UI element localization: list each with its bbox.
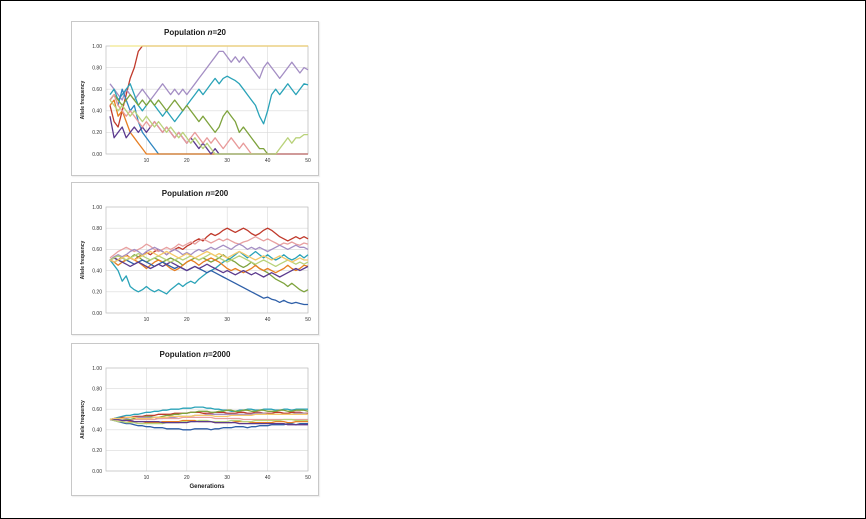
x-tick-label: 20: [184, 317, 190, 323]
x-tick-label: 10: [143, 475, 150, 481]
chart-plot: [72, 183, 318, 334]
x-tick-label: 10: [143, 158, 150, 164]
chart-title-variable: n: [203, 350, 208, 359]
y-tick-label: 1.00: [92, 204, 102, 211]
y-tick-label: 0.60: [92, 407, 102, 413]
y-tick-label: 0.60: [92, 87, 102, 93]
y-axis-label: Allele frequency: [80, 400, 86, 439]
chart-title-suffix: =20: [212, 28, 227, 37]
series-group: [110, 407, 308, 430]
y-tick-label: 1.00: [92, 43, 102, 50]
y-tick-label: 0.20: [92, 289, 102, 296]
x-tick-label: 50: [305, 475, 311, 481]
series-line-8: [110, 116, 308, 154]
x-tick-label: 40: [264, 158, 271, 164]
y-tick-label: 0.40: [92, 268, 102, 275]
chart-panel-n2000: [71, 343, 319, 496]
y-tick-label: 0.20: [92, 448, 102, 455]
series-line-4: [110, 76, 308, 124]
y-tick-label: 0.80: [92, 226, 102, 232]
x-tick-label: 10: [143, 317, 150, 323]
x-tick-label: 20: [184, 158, 190, 164]
y-tick-label: 0.00: [92, 310, 102, 317]
y-axis-label: Allele frequency: [80, 240, 86, 280]
x-tick-label: 50: [305, 158, 311, 164]
x-tick-label: 30: [224, 317, 230, 323]
chart-title-variable: n: [205, 189, 211, 198]
series-group: [110, 228, 308, 304]
chart-plot: [72, 344, 318, 495]
y-tick-label: 0.60: [92, 247, 102, 254]
x-tick-label: 30: [224, 158, 230, 164]
x-axis-label: Generations: [189, 484, 225, 490]
y-tick-label: 0.00: [92, 151, 102, 158]
chart-title-prefix: Population: [161, 189, 206, 198]
y-tick-label: 0.40: [92, 108, 102, 115]
x-tick-label: 40: [264, 475, 271, 481]
y-tick-label: 0.40: [92, 427, 102, 434]
chart-title-prefix: Population: [163, 28, 208, 37]
chart-title-prefix: Population: [159, 350, 204, 359]
y-tick-label: 0.00: [92, 468, 102, 475]
chart-title-variable: n: [207, 28, 213, 37]
chart-plot: [72, 22, 318, 175]
y-tick-label: 0.80: [92, 386, 102, 393]
series-group: [110, 46, 308, 154]
y-tick-label: 0.20: [92, 130, 102, 137]
chart-title-suffix: =200: [210, 189, 229, 198]
x-tick-label: 40: [264, 317, 271, 323]
chart-panel-n200: [71, 182, 319, 335]
chart-panel-n20: [71, 21, 319, 176]
x-tick-label: 50: [305, 317, 311, 323]
y-tick-label: 1.00: [92, 365, 102, 372]
series-line-5: [110, 255, 308, 292]
x-tick-label: 20: [184, 475, 190, 481]
y-tick-label: 0.80: [92, 65, 102, 72]
x-tick-label: 30: [224, 475, 230, 481]
chart-title-suffix: =2000: [207, 350, 231, 359]
y-axis-label: Allele frequency: [80, 80, 86, 120]
